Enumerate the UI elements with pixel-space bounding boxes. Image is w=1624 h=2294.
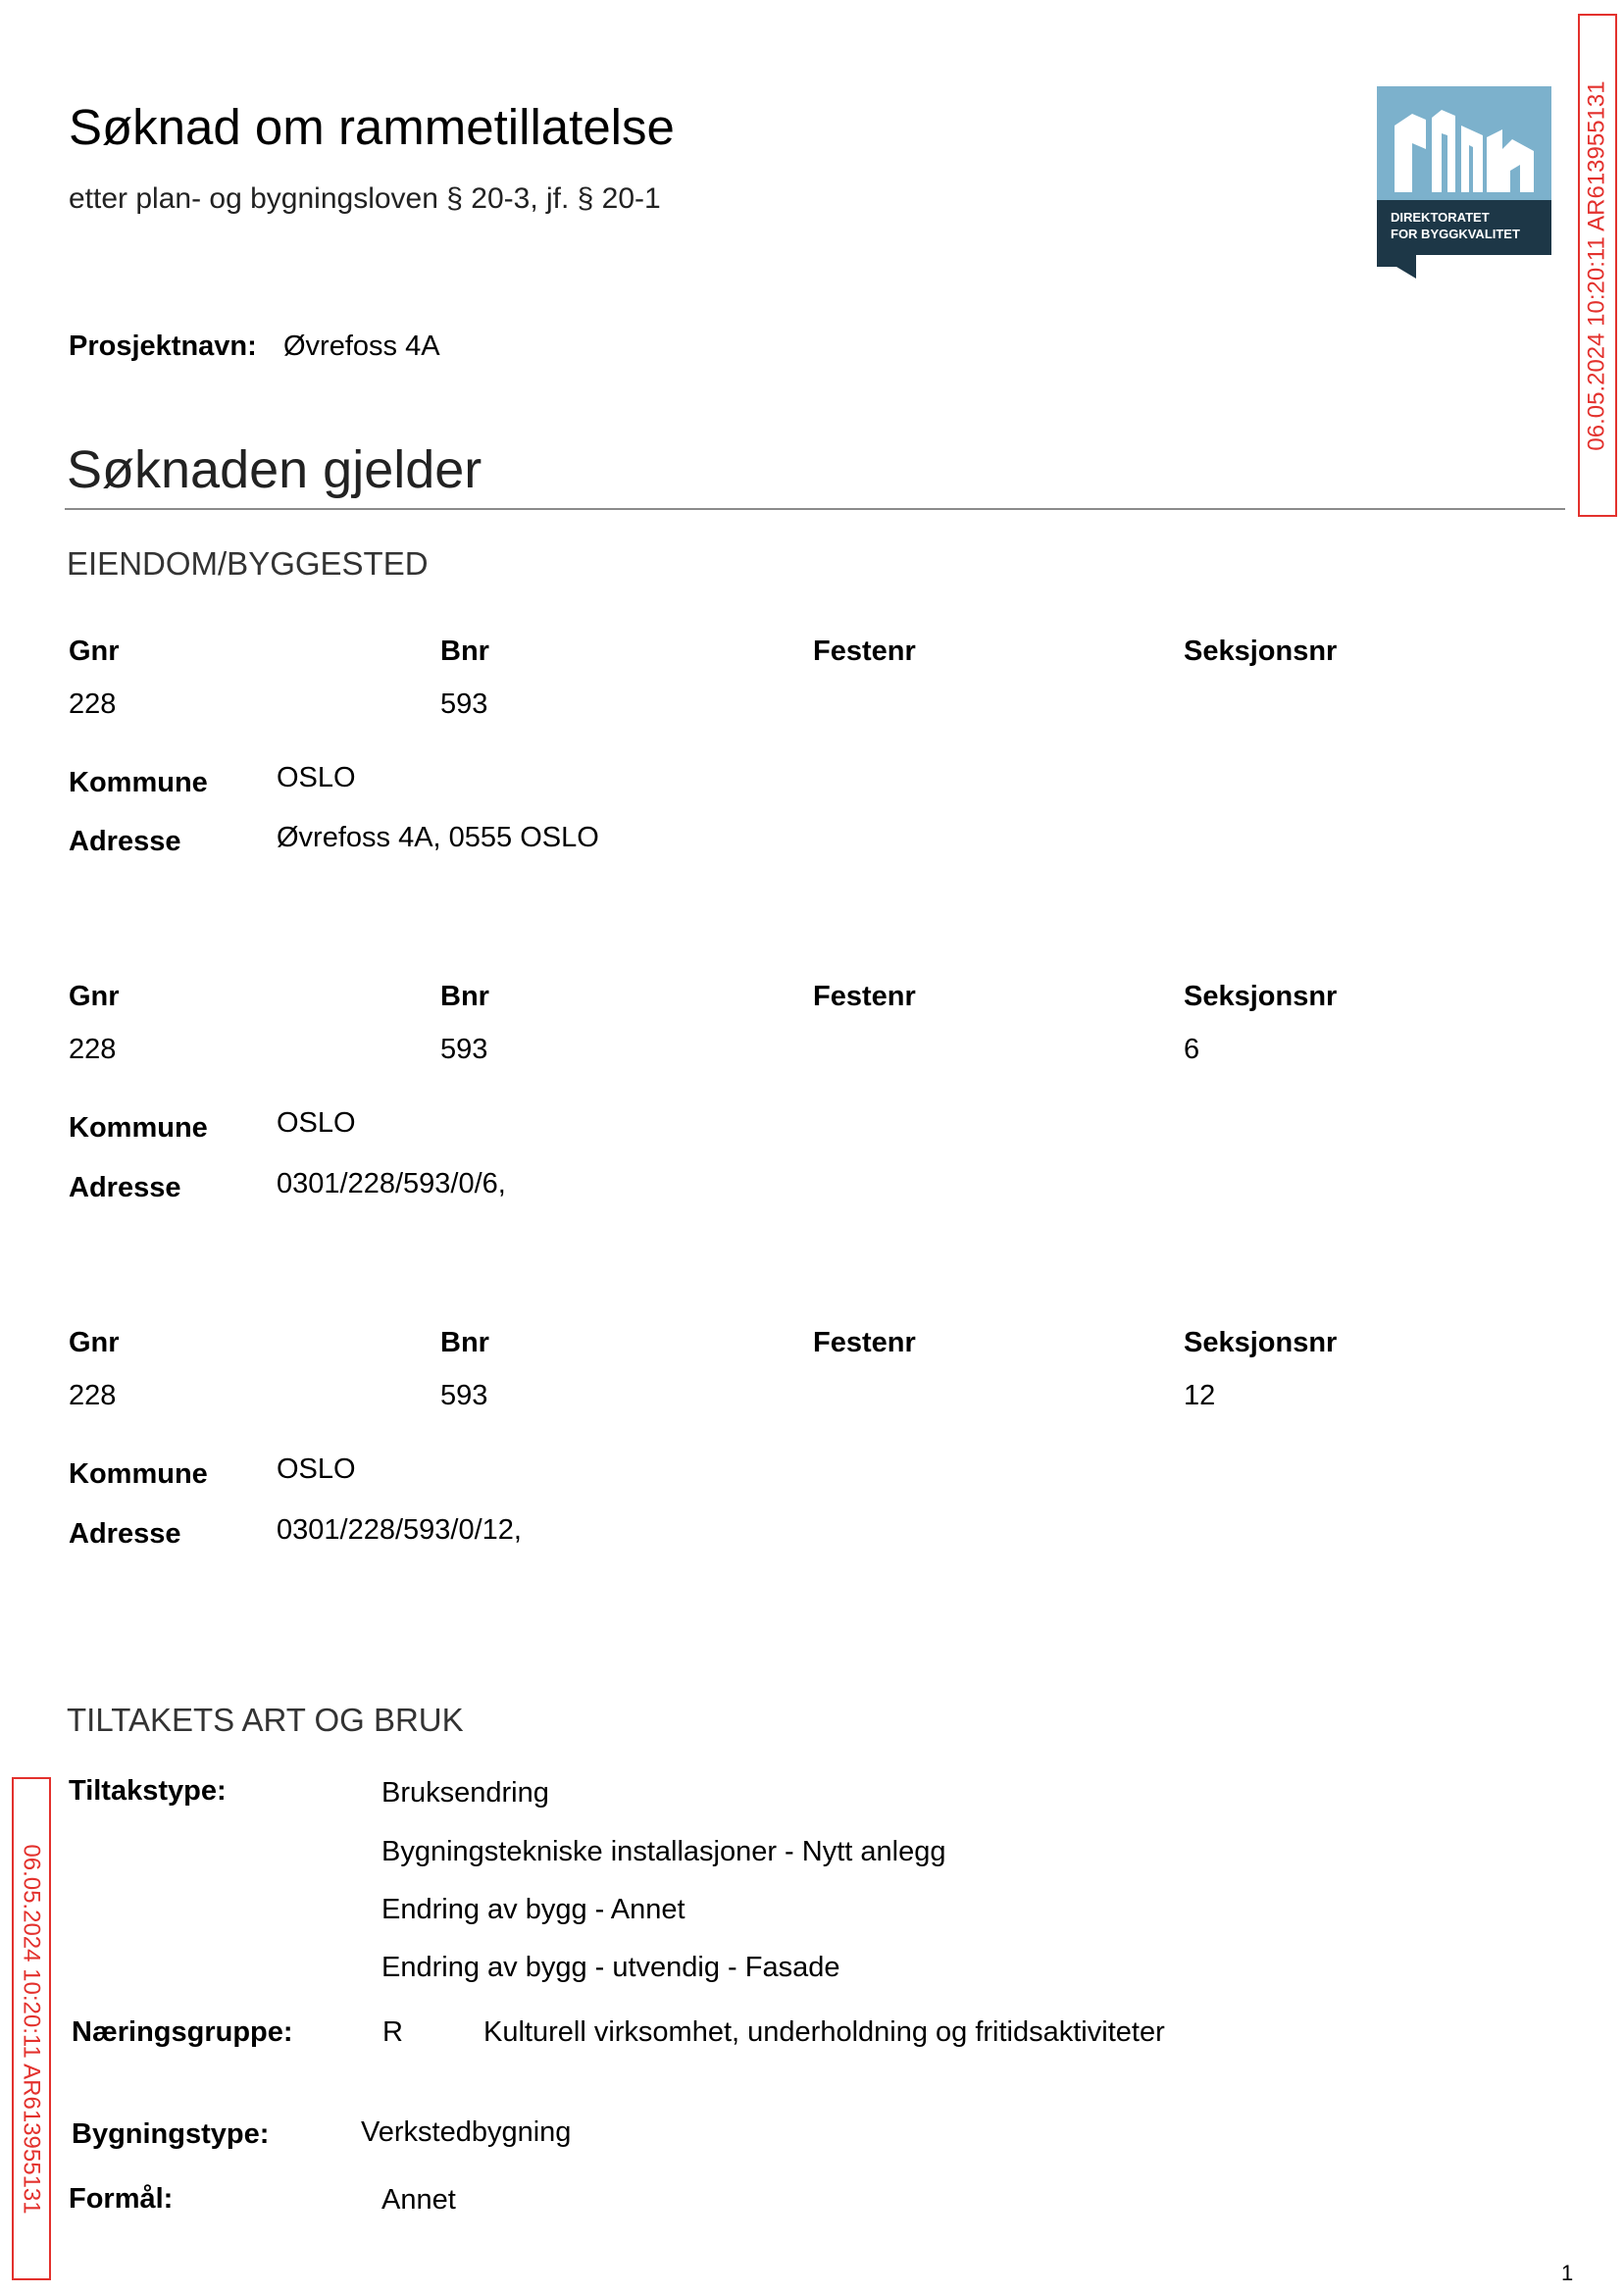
logo-text-line1: DIREKTORATET — [1391, 210, 1490, 225]
gnr-label: Gnr — [69, 1327, 120, 1358]
tiltakstype-value: Endring av bygg - Annet — [381, 1894, 685, 1925]
festenr-label: Festenr — [813, 981, 916, 1012]
section-title: Søknaden gjelder — [67, 440, 482, 499]
kommune-label: Kommune — [69, 1112, 208, 1144]
bnr-label: Bnr — [440, 981, 489, 1012]
bnr-value: 593 — [440, 688, 488, 720]
naeringsgruppe-code: R — [382, 2016, 403, 2048]
bnr-label: Bnr — [440, 636, 489, 667]
adresse-label: Adresse — [69, 826, 181, 857]
gnr-value: 228 — [69, 1034, 117, 1065]
bnr-label: Bnr — [440, 1327, 489, 1358]
document-subtitle: etter plan- og bygningsloven § 20-3, jf. § 20-1 — [69, 182, 661, 215]
naeringsgruppe-text: Kulturell virksomhet, underholdning og fritidsaktiviteter — [483, 2016, 1165, 2048]
seksjonsnr-value: 12 — [1184, 1380, 1216, 1411]
festenr-label: Festenr — [813, 1327, 916, 1358]
stamp-text: 06.05.2024 10:20:11 AR613955131 — [19, 1843, 45, 2215]
adresse-label: Adresse — [69, 1172, 181, 1203]
section-divider — [65, 508, 1565, 510]
project-label: Prosjektnavn: — [69, 331, 257, 362]
bygningstype-label: Bygningstype: — [72, 2118, 270, 2150]
kommune-label: Kommune — [69, 767, 208, 798]
gnr-value: 228 — [69, 688, 117, 720]
archive-stamp-right — [1578, 14, 1617, 517]
kommune-value: OSLO — [277, 1453, 356, 1485]
kommune-value: OSLO — [277, 1107, 356, 1139]
tiltakstype-value: Bruksendring — [381, 1777, 549, 1809]
kommune-label: Kommune — [69, 1458, 208, 1490]
festenr-label: Festenr — [813, 636, 916, 667]
gnr-value: 228 — [69, 1380, 117, 1411]
naeringsgruppe-label: Næringsgruppe: — [72, 2016, 293, 2048]
tiltakstype-value: Bygningstekniske installasjoner - Nytt anlegg — [381, 1836, 946, 1867]
stamp-text: 06.05.2024 10:20:11 AR613955131 — [1584, 79, 1610, 451]
logo-text-line2: FOR BYGGKVALITET — [1391, 227, 1520, 241]
kommune-value: OSLO — [277, 762, 356, 793]
bnr-value: 593 — [440, 1380, 488, 1411]
seksjonsnr-label: Seksjonsnr — [1184, 981, 1338, 1012]
project-value: Øvrefoss 4A — [283, 331, 440, 362]
seksjonsnr-label: Seksjonsnr — [1184, 1327, 1338, 1358]
page-number: 1 — [1561, 2261, 1574, 2285]
gnr-label: Gnr — [69, 981, 120, 1012]
bnr-value: 593 — [440, 1034, 488, 1065]
tiltakstype-value: Endring av bygg - utvendig - Fasade — [381, 1952, 840, 1983]
adresse-value: Øvrefoss 4A, 0555 OSLO — [277, 822, 599, 853]
archive-stamp-left — [12, 1777, 51, 2280]
adresse-value: 0301/228/593/0/6, — [277, 1168, 506, 1199]
seksjonsnr-label: Seksjonsnr — [1184, 636, 1338, 667]
seksjonsnr-value: 6 — [1184, 1034, 1200, 1065]
formal-label: Formål: — [69, 2183, 174, 2215]
adresse-label: Adresse — [69, 1518, 181, 1550]
bygningstype-value: Verkstedbygning — [361, 2116, 572, 2148]
gnr-label: Gnr — [69, 636, 120, 667]
adresse-value: 0301/228/593/0/12, — [277, 1514, 522, 1546]
tiltak-heading: TILTAKETS ART OG BRUK — [67, 1702, 464, 1738]
formal-value: Annet — [381, 2184, 456, 2216]
document-title: Søknad om rammetillatelse — [69, 99, 675, 155]
tiltakstype-label: Tiltakstype: — [69, 1775, 227, 1807]
property-heading: EIENDOM/BYGGESTED — [67, 545, 429, 582]
dibk-logo — [1377, 86, 1551, 283]
